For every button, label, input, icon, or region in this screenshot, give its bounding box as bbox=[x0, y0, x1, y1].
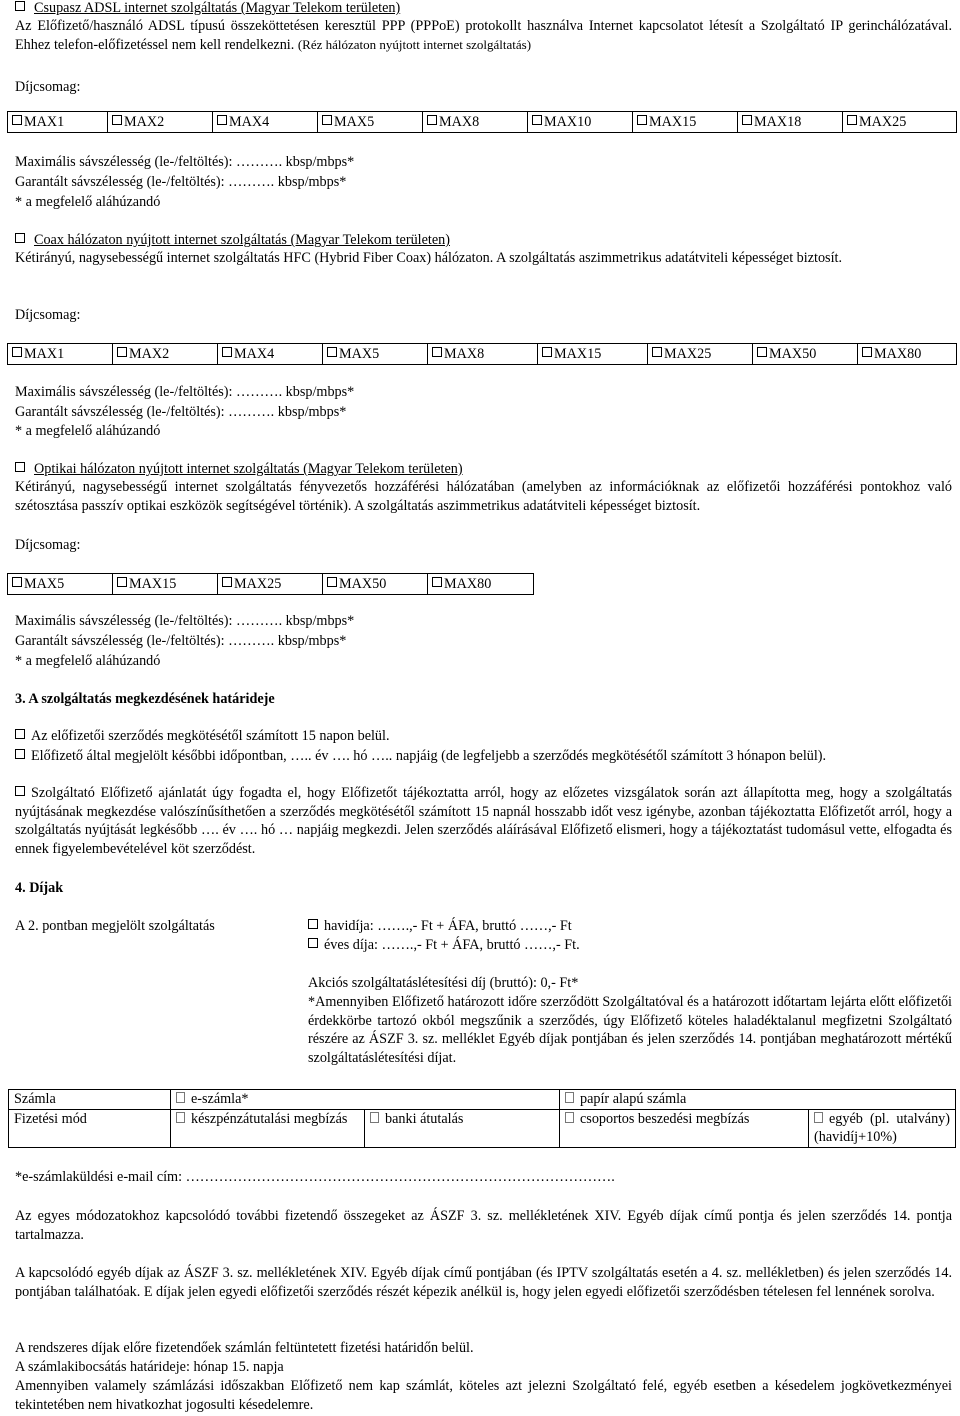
optical-description: Kétirányú, nagysebességű internet szolgáltatás fényvezetős hozzáférési hálózatában (amelyben az információknak az előfizetői hozzáférési pontokhoz való szétosztása passzív optikai eszközök segítségével történik). A szolgáltatás aszimmetrikus adatátviteli képességet biztosít. bbox=[15, 479, 952, 514]
coax-package-table: MAX1 MAX2 MAX4 MAX5 MAX8 MAX15 MAX25 MAX50 MAX80 bbox=[7, 343, 957, 365]
checkbox-icon[interactable] bbox=[565, 1092, 574, 1103]
closing-paragraph-2: A kapcsolódó egyéb díjak az ÁSZF 3. sz. mellékletének XIV. Egyéb díjak című pontjában (és IPTV szolgáltatás esetén a 4. sz. mellékletben) és jelen szerződés 14. pontjában találhatóak. E díjak jelen egyedi előfizetői szerződés részét képezik anélkül is, hogy jelen egyedi előfizetői szerződésben tételesen fel lennének sorolva. bbox=[15, 1265, 952, 1300]
adsl-option[interactable] bbox=[15, 0, 400, 18]
checkbox-icon[interactable] bbox=[862, 347, 872, 357]
coax-note: * a megfelelő aláhúzandó bbox=[15, 423, 161, 439]
coax-title: Coax hálózaton nyújtott internet szolgáltatás (Magyar Telekom területen) bbox=[34, 232, 450, 248]
checkbox-icon[interactable] bbox=[15, 786, 25, 796]
adsl-package-table: MAX1 MAX2 MAX4 MAX5 MAX8 MAX10 MAX15 MAX18 MAX25 bbox=[7, 111, 957, 133]
optical-dijcsomag-label: Díjcsomag: bbox=[15, 537, 81, 553]
optical-package-table: MAX5 MAX15 MAX25 MAX50 MAX80 bbox=[7, 573, 534, 595]
optical-title: Optikai hálózaton nyújtott internet szolgáltatás (Magyar Telekom területen) bbox=[34, 461, 463, 477]
checkbox-icon[interactable] bbox=[757, 347, 767, 357]
adsl-description: Az Előfizető/használó ADSL típusú összeköttetésen keresztül PPP (PPPoE) protokollt használva Internet kapcsolatot létesít a Szolgáltató IP gerinchálózatával. Ehhez telefon-előfizetéssel nem kell rendelkezni. (Réz hálózaton nyújtott internet szolgáltatás) bbox=[15, 18, 952, 53]
checkbox-icon[interactable] bbox=[637, 115, 647, 125]
checkbox-icon[interactable] bbox=[112, 115, 122, 125]
csoportos-option[interactable]: csoportos beszedési megbízás bbox=[560, 1109, 809, 1147]
adsl-guaranteed-bandwidth: Garantált sávszélesség (le-/feltöltés): ………. kbsp/mbps* bbox=[15, 174, 347, 190]
checkbox-icon[interactable] bbox=[12, 115, 22, 125]
section4-heading: 4. Díjak bbox=[15, 880, 64, 896]
checkbox-icon[interactable] bbox=[370, 1112, 379, 1123]
checkbox-icon[interactable] bbox=[308, 938, 318, 948]
promo-fee-note: *Amennyiben Előfizető határozott időre szerződött Szolgáltatóval és a határozott időtartam lejárta előtt előfizetői érdekkörbe tartozó okból megszűnik a szerződés, úgy Előfizető köteles haladéktalanul megfizetni Szolgáltató részére az ÁSZF 3. sz. melléklet Egyéb díjak pontjában és jelen szerződés 14. pontjában meghatározott mértékű szolgáltatáslétesítési díjat. bbox=[308, 994, 952, 1066]
checkbox-icon[interactable] bbox=[117, 577, 127, 587]
optical-max-bandwidth: Maximális sávszélesség (le-/feltöltés): ………. kbsp/mbps* bbox=[15, 613, 355, 629]
promo-fee: Akciós szolgáltatáslétesítési díj (bruttó): 0,- Ft* bbox=[308, 975, 579, 991]
coax-option[interactable] bbox=[15, 231, 450, 250]
start-option-later-date[interactable]: Előfizető által megjelölt későbbi időpontban, ….. év …. hó ….. napjáig (de legfeljebb a szerződés megkötésétől számított 3 hónapon belül). bbox=[15, 747, 952, 766]
adsl-title: Csupasz ADSL internet szolgáltatás (Magyar Telekom területen) bbox=[34, 0, 401, 16]
checkbox-icon[interactable] bbox=[432, 577, 442, 587]
fee-yearly-option[interactable]: éves díja: …….,- Ft + ÁFA, bruttó ……,- Ft. bbox=[308, 936, 580, 955]
checkbox-icon[interactable] bbox=[176, 1112, 185, 1123]
adsl-note: * a megfelelő aláhúzandó bbox=[15, 194, 161, 210]
start-option-provider-notice[interactable]: Szolgáltató Előfizető ajánlatát úgy fogadta el, hogy Előfizetőt tájékoztatta arról, hogy az előzetes vizsgálatok során azt állapította meg, hogy a szolgáltatás nyújtásának megkezdése valószínűsíthetően a szerződés megkötésétől számított 15 napnál hosszabb időt vesz igénybe, azonban tájékoztatta Előfizetőt arról, hogy a szolgáltatás nyújtását legkésőbb …. év …. hó … napjáig megkezdi. Jelen szerződés aláírásával Előfizető elismeri, hogy a tájékoztatást tudomásul vette, elfogadta és ennek figyelembevételével köt szerződést. bbox=[15, 785, 952, 857]
checkbox-icon[interactable] bbox=[814, 1112, 823, 1123]
checkbox-icon[interactable] bbox=[847, 115, 857, 125]
egyeb-option[interactable]: egyéb (pl. utalvány) (havidíj+10%) bbox=[809, 1109, 956, 1147]
fizetesi-mod-label: Fizetési mód bbox=[9, 1109, 171, 1147]
section3-heading: 3. A szolgáltatás megkezdésének határideje bbox=[15, 691, 275, 707]
checkbox-icon[interactable] bbox=[542, 347, 552, 357]
checkbox-icon[interactable] bbox=[217, 115, 227, 125]
adsl-dijcsomag-label: Díjcsomag: bbox=[15, 79, 81, 95]
checkbox-icon[interactable] bbox=[308, 919, 318, 929]
coax-dijcsomag-label: Díjcsomag: bbox=[15, 307, 81, 323]
checkbox-icon[interactable] bbox=[12, 347, 22, 357]
checkbox-icon[interactable] bbox=[532, 115, 542, 125]
papir-szamla-option[interactable]: papír alapú számla bbox=[560, 1090, 956, 1110]
checkbox-icon[interactable] bbox=[427, 115, 437, 125]
checkbox-icon[interactable] bbox=[322, 115, 332, 125]
optical-note: * a megfelelő aláhúzandó bbox=[15, 653, 161, 669]
banki-atutalas-option[interactable]: banki átutalás bbox=[365, 1109, 560, 1147]
e-szamla-email-field[interactable]: *e-számlaküldési e-mail cím: ………………………………………………………………………………. bbox=[15, 1169, 615, 1185]
checkbox-icon[interactable] bbox=[15, 1, 25, 11]
fee-service-label: A 2. pontban megjelölt szolgáltatás bbox=[15, 918, 215, 934]
checkbox-icon[interactable] bbox=[15, 462, 25, 472]
checkbox-icon[interactable] bbox=[117, 347, 127, 357]
checkbox-icon[interactable] bbox=[12, 577, 22, 587]
checkbox-icon[interactable] bbox=[15, 729, 25, 739]
closing-paragraph-5: Amennyiben valamely számlázási időszakban Előfizető nem kap számlát, köteles azt jelezni Szolgáltató felé, egyéb esetben a késedelem jogkövetkezményei tekintetében nem hivatkozhat jogosulti késedelemre. bbox=[15, 1378, 952, 1413]
coax-max-bandwidth: Maximális sávszélesség (le-/feltöltés): ………. kbsp/mbps* bbox=[15, 384, 355, 400]
checkbox-icon[interactable] bbox=[742, 115, 752, 125]
checkbox-icon[interactable] bbox=[327, 347, 337, 357]
checkbox-icon[interactable] bbox=[652, 347, 662, 357]
checkbox-icon[interactable] bbox=[565, 1112, 574, 1123]
szamla-label: Számla bbox=[9, 1090, 171, 1110]
payment-table bbox=[8, 1089, 956, 1148]
checkbox-icon[interactable] bbox=[15, 749, 25, 759]
optical-option[interactable] bbox=[15, 460, 463, 479]
checkbox-icon[interactable] bbox=[222, 347, 232, 357]
coax-guaranteed-bandwidth: Garantált sávszélesség (le-/feltöltés): ………. kbsp/mbps* bbox=[15, 404, 347, 420]
closing-paragraph-1: Az egyes módozatokhoz kapcsolódó további fizetendő összegeket az ÁSZF 3. sz. mellékletének XIV. Egyéb díjak című pontja és jelen szerződés 14. pontja tartalmazza. bbox=[15, 1208, 952, 1243]
checkbox-icon[interactable] bbox=[176, 1092, 185, 1103]
checkbox-icon[interactable] bbox=[327, 577, 337, 587]
adsl-max-bandwidth: Maximális sávszélesség (le-/feltöltés): ………. kbsp/mbps* bbox=[15, 154, 355, 170]
start-option-15-days[interactable]: Az előfizetői szerződés megkötésétől számított 15 napon belül. bbox=[15, 727, 390, 746]
fee-monthly-option[interactable]: havidíja: …….,- Ft + ÁFA, bruttó ……,- Ft bbox=[308, 917, 572, 936]
closing-paragraph-4: A számlakibocsátás határideje: hónap 15. napja bbox=[15, 1359, 284, 1375]
checkbox-icon[interactable] bbox=[15, 233, 25, 243]
keszpenz-option[interactable]: készpénzátutalási megbízás bbox=[171, 1109, 365, 1147]
e-szamla-option[interactable]: e-számla* bbox=[171, 1090, 560, 1110]
checkbox-icon[interactable] bbox=[222, 577, 232, 587]
optical-guaranteed-bandwidth: Garantált sávszélesség (le-/feltöltés): ………. kbsp/mbps* bbox=[15, 633, 347, 649]
checkbox-icon[interactable] bbox=[432, 347, 442, 357]
coax-description: Kétirányú, nagysebességű internet szolgáltatás HFC (Hybrid Fiber Coax) hálózaton. A szolgáltatás aszimmetrikus adatátviteli képességet biztosít. bbox=[15, 250, 843, 266]
closing-paragraph-3: A rendszeres díjak előre fizetendőek számlán feltüntetett fizetési határidőn belül. bbox=[15, 1340, 474, 1356]
